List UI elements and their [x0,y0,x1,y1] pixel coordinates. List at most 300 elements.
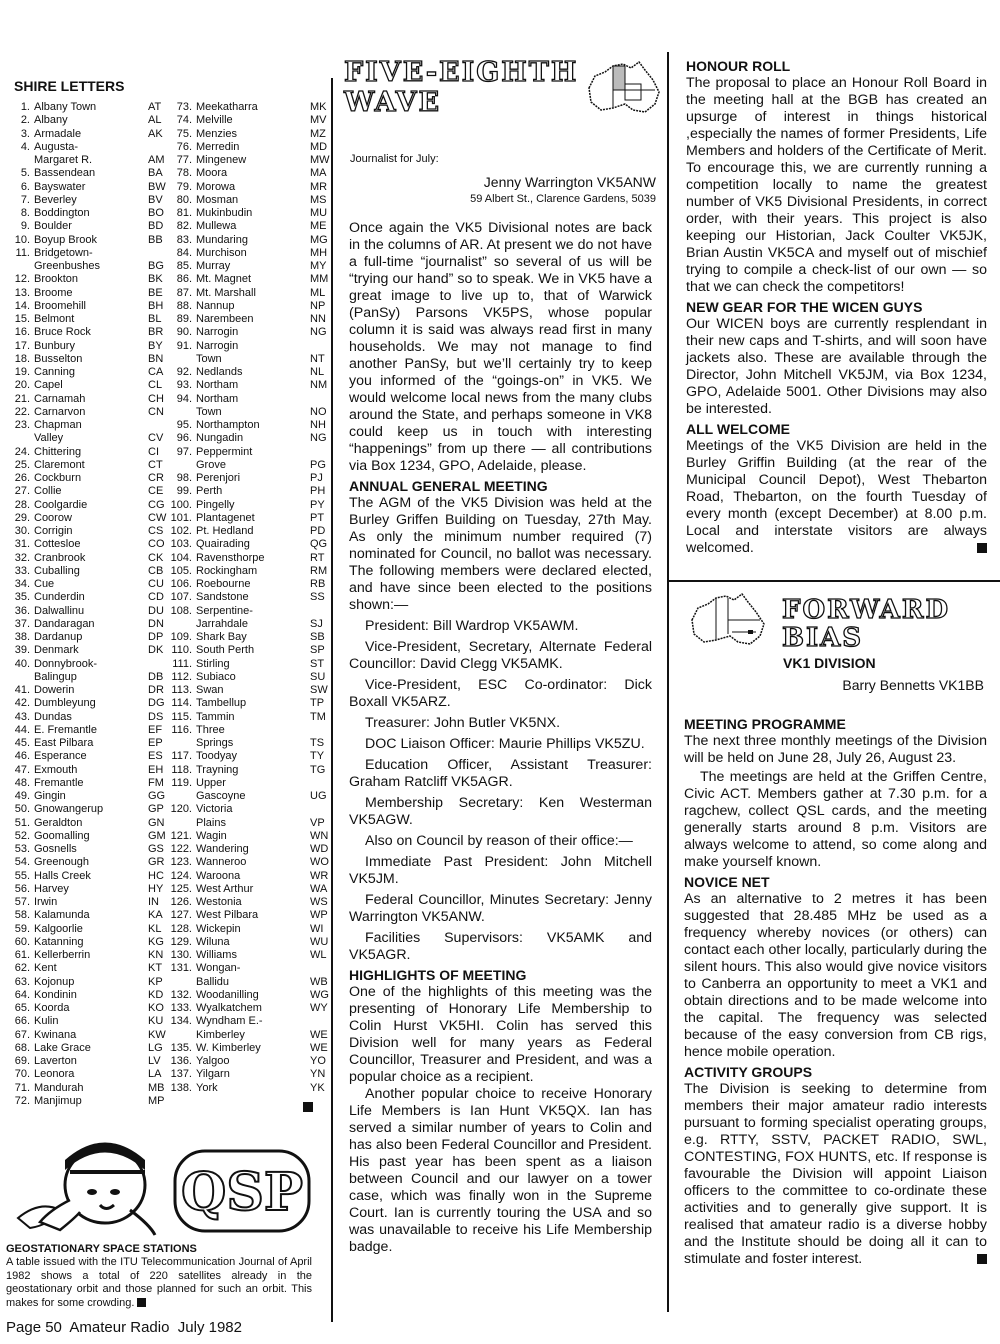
shire-number: 136. [170,1055,192,1067]
shire-row [4,167,176,180]
shire-name: Dundas [34,710,72,723]
shire-code [310,803,338,816]
forward-bias-title-line1: FORWARD [782,595,951,625]
shire-row [4,724,176,737]
shire-row [4,644,176,657]
agm-heading: ANNUAL GENERAL MEETING [349,478,548,494]
officer-entry: Federal Councillor, Minutes Secretary: Jenny Warrington VK5ANW. [349,892,652,925]
shire-code: NM [310,379,328,392]
shire-row [166,419,338,432]
shire-code: MD [310,140,328,153]
shire-row [4,750,176,763]
shire-name: Dardanup [34,631,83,643]
shire-code: SS [310,591,325,604]
shire-number: 40. [14,657,30,670]
shire-number: 104. [170,551,192,564]
shire-row [4,1015,176,1028]
shire-number: 121. [170,829,192,842]
shire-code: KL [148,922,162,935]
shire-number: 60. [14,935,30,948]
shire-code: CW [148,511,167,524]
shire-number: 130. [170,949,192,961]
shire-name: Quairading [196,538,250,551]
shire-name: Goomalling [34,829,90,842]
shire-name: Nannup [196,299,235,312]
shire-number: 123. [170,856,192,869]
shire-name: Ravensthorpe [196,551,265,564]
shire-code: MS [310,193,327,206]
shire-number: 132. [170,988,192,1001]
shire-row [166,644,338,657]
novice-net-body: As an alternative to 2 metres it has been suggested that 28.485 MHz be used as a frequency whereby novices (or others) can contact each other locally, particularly during the silent hours. This also would give novice visitors to Canberra an opportunity to meet a VK1 and obtain directions and to be made welcome into the capital. The frequency was selected because of the easy conversion from CB rigs, hence mobile operation. [684,891,987,1060]
shire-code: CV [148,432,164,445]
shire-number [166,618,196,631]
shire-row [166,472,338,485]
shire-row [166,459,338,472]
shire-number: 11. [15,246,30,259]
shire-name: Carnamah [34,392,86,405]
shire-name: Bunbury [34,339,75,352]
shire-row [4,565,176,578]
shire-code: WG [310,988,329,1001]
shire-code: HY [148,882,164,895]
shire-name: Yilgarn [196,1068,230,1081]
shire-number: 112. [171,670,192,683]
shire-name: Dowerin [34,684,75,696]
shire-number: 33. [14,564,30,577]
shire-number: 81. [176,207,192,219]
shire-number: 120. [170,803,192,816]
shire-row [4,366,176,379]
shire-code: CK [148,551,164,564]
shire-code: CU [148,578,164,590]
officer-entry: Immediate Past President: John Mitchell VK5JM. [349,854,652,887]
shire-number: 107. [170,591,192,604]
shire-number: 75. [176,127,192,140]
shire-code: WI [310,922,324,935]
shire-code: WL [310,949,327,961]
shire-name: Chapman [34,419,82,431]
shire-row [4,949,176,962]
shire-code: MR [310,180,328,193]
shire-number: 87. [176,286,192,299]
shire-code: WR [310,869,329,882]
shire-row [166,1055,338,1068]
shire-name: Northampton [196,419,260,431]
shire-code: WP [310,909,328,922]
shire-name: Boyup Brook [34,233,97,246]
shire-row [166,962,338,975]
shire-row [4,737,176,750]
shire-row [4,247,176,260]
shire-number: 84. [176,246,192,259]
shire-code: RB [310,578,326,590]
shire-number: 29. [14,511,30,524]
shire-row [166,909,338,922]
shire-number: 71. [14,1081,30,1094]
shire-number: 129. [170,935,192,948]
shire-name: Kojonup [34,975,75,988]
shire-number: 86. [176,273,192,286]
shire-number: 115. [171,710,192,723]
shire-name: Toodyay [196,750,237,763]
shire-code: CO [148,538,165,551]
shire-row [166,353,338,366]
shire-name: E. Fremantle [34,723,97,736]
shire-row [4,512,176,525]
shire-code [310,777,338,790]
shire-code: CH [148,392,164,405]
shire-name: Lake Grace [34,1041,91,1054]
shire-name: Kent [34,962,57,975]
shire-number: 124. [170,869,192,882]
shire-number: 30. [14,525,30,537]
qsp-heading: GEOSTATIONARY SPACE STATIONS [6,1243,197,1255]
shire-code: MP [148,1094,165,1107]
shire-name: West Pilbara [196,909,259,922]
shire-name: Gosnells [34,843,77,855]
shire-name: Coolgardie [34,498,88,511]
shire-row [166,803,338,816]
shire-number: 83. [176,233,192,246]
shire-name: Meekatharra [196,101,258,113]
shire-code: BD [148,220,164,233]
shire-name: Belmont [34,313,75,325]
shire-number [4,260,34,273]
shire-number: 96. [176,432,192,445]
shire-row [4,843,176,856]
shire-row [166,207,338,220]
shire-row [166,923,338,936]
shire-code: CI [148,445,159,458]
shire-row [166,896,338,909]
shire-number: 10. [14,233,30,246]
shire-row [166,976,338,989]
shire-code: NG [310,432,327,445]
shire-code: TM [310,710,326,723]
shire-code: EF [148,723,163,736]
shire-row [4,326,176,339]
shire-code [310,393,338,406]
shire-number [166,459,196,472]
officer-entry: DOC Liaison Officer: Maurie Phillips VK5ZU. [365,736,645,752]
shire-name: Serpentine- [196,604,253,617]
shire-letters-heading: SHIRE LETTERS [14,78,125,94]
shire-name: Broome [34,286,73,299]
shire-code: KU [148,1015,164,1028]
shire-row [4,1068,176,1081]
shire-code: ST [310,657,325,670]
shire-number: 21. [14,392,30,405]
shire-row [4,234,176,247]
shire-name: Woodanilling [196,988,259,1001]
shire-name: Yalgoo [196,1055,230,1067]
shire-code: BW [148,180,166,193]
shire-row [4,525,176,538]
shire-number: 55. [14,869,30,882]
wicen-body: Our WICEN boys are currently resplendant in their new caps and T-shirts, and will soon have jackets also. These are available through the Director, John Mitchell VK5JM, via Box 1234, GPO, Adelaide 5001. Other Divisions may also be interested. [686,316,987,417]
shire-number [166,976,196,989]
shire-name: Albany Town [34,101,97,113]
shire-name: Mingenew [196,154,247,166]
shire-code: TS [310,737,325,749]
shire-code: LG [148,1041,163,1054]
shire-row [166,1002,338,1015]
shire-row [166,525,338,538]
shire-row [166,870,338,883]
welcome-body: Meetings of the VK5 Division are held in the Burley Griffin Building (at the rear of the Municipal Council Depot), West Thebarton Road, Thebarton, on the fourth Tuesday of every month (except December) at 8.00 p.m. Local and interstate visitors are always welcomed. [686,438,987,556]
shire-code: RT [310,551,325,564]
shire-row [4,605,176,618]
officer-entry: Vice-President, Secretary, Alternate Federal Councillor: David Clegg VK5AMK. [349,639,652,672]
shire-code: BA [148,167,163,180]
shire-name: Nedlands [196,366,243,378]
shire-number: 16. [14,326,30,339]
column-rule-right-bottom [667,624,669,1312]
shire-row [166,512,338,525]
shire-row [166,591,338,604]
shire-number: 65. [14,1002,30,1014]
shire-code: ES [148,750,163,763]
shire-code: BH [148,299,164,312]
shire-code: CA [148,366,164,378]
shire-row [166,843,338,856]
shire-row [166,777,338,790]
shire-number: 51. [14,816,30,829]
shire-row [4,273,176,286]
shire-name: Tambellup [196,697,247,710]
shire-row [166,499,338,512]
officer-entry: Membership Secretary: Ken Westerman VK5AGW. [349,795,652,828]
shire-code: MZ [310,127,326,140]
shire-name: Dandaragan [34,617,95,630]
shire-name: Wandering [196,843,249,855]
shire-code: NP [310,299,326,312]
shire-name: Gnowangerup [34,803,104,816]
shire-number: 23. [14,419,30,431]
shire-number: 133. [170,1002,192,1014]
shire-code: BE [148,286,163,299]
shire-number: 52. [14,829,30,842]
shire-number: 57. [14,896,30,908]
shire-code: MB [148,1081,165,1094]
shire-row [166,565,338,578]
shire-name: Wiluna [196,935,230,948]
shire-row [4,101,176,114]
shire-row [4,936,176,949]
shire-code: DP [148,631,164,643]
shire-row [4,1055,176,1068]
shire-code [310,340,338,353]
shire-code: GG [148,790,166,802]
shire-name: Bruce Rock [34,326,91,339]
shire-code: CL [148,379,163,392]
shire-row [4,181,176,194]
shire-number: 118. [171,763,192,776]
shire-code: AK [148,127,163,140]
shire-number: 5. [20,167,30,180]
shire-name: Kalamunda [34,909,90,922]
shire-row [4,883,176,896]
shire-row [166,538,338,551]
shire-row [4,300,176,313]
shire-name: Rockingham [196,564,258,577]
shire-code: SJ [310,617,323,630]
officer-entry: Facilities Supervisors: VK5AMK and VK5AGR. [349,930,652,963]
shire-row [166,1042,338,1055]
shire-row [166,750,338,763]
shire-row [166,247,338,260]
shire-number: 19. [14,366,30,378]
shire-number: 50. [14,803,30,816]
shire-row [4,711,176,724]
shire-row [166,167,338,180]
shire-row [4,432,176,445]
shire-number: 14. [14,299,30,312]
shire-number: 17. [14,339,30,352]
shire-code: SB [310,631,325,643]
page-footer: Page 50 Amateur Radio July 1982 [6,1319,242,1336]
vk1-author: Barry Bennetts VK1BB [842,677,984,693]
shire-row [4,658,176,671]
shire-code: WO [310,856,329,869]
shire-row [166,154,338,167]
shire-code: MG [310,233,328,246]
shire-code: BL [148,313,162,325]
shire-name: Fremantle [34,776,84,789]
shire-code: WA [310,882,328,895]
shire-code: BY [148,339,163,352]
shire-number: 109. [170,631,192,643]
shire-row [166,671,338,684]
programme-para-1: The next three monthly meetings of the Division will be held on June 28, July 26, August 23. [684,733,987,766]
shire-name: Katanning [34,935,84,948]
shire-name: Koorda [34,1002,70,1014]
shire-name: Plains [196,816,226,829]
shire-row [166,790,338,803]
shire-row [4,856,176,869]
shire-row [4,207,176,220]
shire-row [4,353,176,366]
shire-number: 111. [172,657,192,670]
shire-number: 103. [170,538,192,551]
shire-row [166,618,338,631]
officer-entry: President: Bill Wardrop VK5AWM. [365,618,579,634]
officer-entry: Also on Council by reason of their office:— [365,833,633,849]
shire-name: Wagin [196,829,227,842]
shire-row [166,128,338,141]
shire-code: DR [148,684,164,696]
shire-code: SW [310,684,328,696]
shire-code: UG [310,790,327,802]
shire-number [166,406,196,419]
shire-row [166,234,338,247]
shire-row [166,605,338,618]
shire-number: 8. [20,207,30,219]
shire-number: 47. [14,763,30,776]
shire-name: Northam [196,379,239,392]
shire-row [4,817,176,830]
shire-code: MM [310,273,329,286]
shire-row [166,220,338,233]
shire-code: SU [310,670,326,683]
shire-row [166,326,338,339]
shire-code: PG [310,458,326,471]
shire-number: 110. [171,644,192,657]
shire-row [166,724,338,737]
shire-name: Augusta- [34,140,79,153]
shire-name: Menzies [196,127,237,140]
shire-name: Dumbleyung [34,697,96,710]
shire-number: 101. [170,511,192,524]
agm-body: The AGM of the VK5 Division was held at the Burley Griffen Building on Tuesday, 27th May. As only the minimum number required (7) nominated for Council, no ballot was necessary. The following members were declared elected, and have since been elected to the positions shown:— [349,495,652,613]
shire-number: 80. [176,193,192,206]
shire-code: PT [310,511,325,524]
shire-row [4,671,176,684]
shire-code: NH [310,419,326,431]
shire-number: 98. [176,472,192,484]
shire-name: Balingup [34,670,77,683]
shire-row [4,1029,176,1042]
shire-name: Esperance [34,750,87,763]
shire-number: 69. [14,1055,30,1067]
shire-row [4,419,176,432]
shire-name: Pingelly [196,498,235,511]
shire-code: YK [310,1081,325,1094]
shire-code: PD [310,525,326,537]
shire-code: WD [310,843,329,855]
shire-name: Morowa [196,180,236,193]
shire-row [166,287,338,300]
shire-name: Greenbushes [34,260,101,272]
shire-number: 61. [14,949,30,961]
shire-number: 105. [170,564,192,577]
shire-code: KT [148,962,163,975]
shire-row [4,538,176,551]
shire-row [166,340,338,353]
five-eighth-title-line1: FIVE-EIGHTH [344,57,579,88]
shire-row [166,764,338,777]
shire-name: Upper [196,776,226,789]
shire-number: 100. [170,498,192,511]
shire-code: AL [148,114,162,127]
shire-name: Harvey [34,882,69,895]
shire-name: Mundaring [196,233,248,246]
shire-number: 22. [14,405,30,418]
shire-number: 126. [170,896,192,908]
shire-row [4,406,176,419]
shire-code: MY [310,260,327,272]
shire-number [166,353,196,366]
shire-name: Narrogin [196,339,239,352]
shire-list-left [4,101,176,1108]
shire-row [4,552,176,565]
shire-number: 67. [14,1028,30,1041]
shire-name: Broomehill [34,299,86,312]
shire-name: Albany [34,114,68,127]
shire-name: Ballidu [196,975,230,988]
qsp-body: A table issued with the ITU Telecommunication Journal of April 1982 shows a total of 220 satellites already in the geostationary orbit and those planned for such an orbit. This makes for some crowding. [6,1256,312,1309]
shire-row [166,1029,338,1042]
shire-row [166,684,338,697]
journalist-name: Jenny Warrington VK5ANW [483,174,656,190]
shire-row [4,393,176,406]
shire-number: 28. [14,498,30,511]
shire-name: Cottesloe [34,538,81,551]
shire-number: 95. [176,419,192,431]
shire-row [4,578,176,591]
shire-code: KO [148,1002,164,1014]
